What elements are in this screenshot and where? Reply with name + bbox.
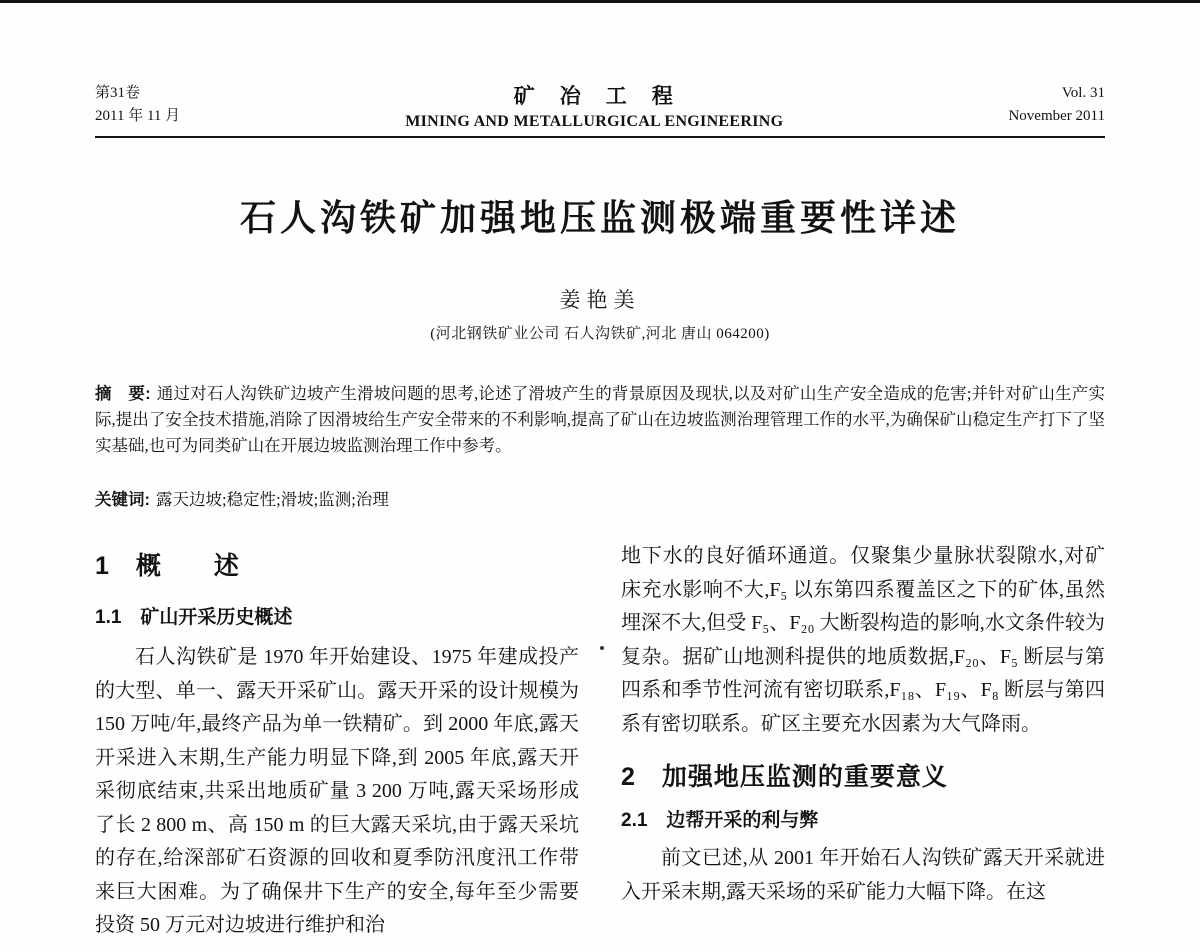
issue-date-cn: 2011 年 11 月 [95,108,181,124]
left-column [95,540,579,943]
header-volume-block-en [1008,82,1105,128]
issue-date-en: November 2011 [1008,108,1105,124]
volume-number-cn: 第31卷 [95,85,141,101]
abstract-block [95,381,1105,459]
author-affiliation: (河北钢铁矿业公司 石人沟铁矿,河北 唐山 064200) [430,326,770,342]
keywords-label: 关键词: [95,491,150,509]
keywords-text: 露天边坡;稳定性;滑坡;监测;治理 [156,490,389,509]
journal-name-block [405,80,783,131]
body-paragraph-continuation: 地下水的良好循环通道。仅聚集少量脉状裂隙水,对矿床充水影响不大,F₅ 以东第四系覆盖区之下的矿体,虽然埋深不大,但受 F₅、F₂₀ 大断裂构造的影响,水文条件较为复杂。据矿山地测科提供的地质数据,F₂₀、F₅ 断层与第四系和季节性河流有密切联系,F₁₈、F₁₉、F₈ 断层与第四系有密切联系。矿区主要充水因素为大气降雨。 [621,545,1105,735]
author-name: 姜艳美 [559,288,641,312]
section-2-heading: 2 加强地压监测的重要意义 [621,763,948,791]
scan-edge-line [0,0,1200,3]
volume-number-en: Vol. 31 [1061,85,1105,101]
abstract-label: 摘 要: [95,385,151,403]
header-divider [95,136,1105,138]
right-column [621,540,1105,909]
journal-name-en: MINING AND METALLURGICAL ENGINEERING [405,113,784,130]
section-1-1-heading: 1.1 矿山开采历史概述 [95,607,293,628]
keywords-block [95,487,1105,513]
article-title: 石人沟铁矿加强地压监测极端重要性详述 [239,197,960,238]
scan-artifact-dot [600,646,604,650]
journal-header [95,82,1105,131]
section-2-1-heading: 2.1 边帮开采的利与弊 [621,810,819,831]
journal-name-cn: 矿 冶 工 程 [513,84,675,108]
body-paragraph: 石人沟铁矿是 1970 年开始建设、1975 年建成投产的大型、单一、露天开采矿山。露天开采的设计规模为 150 万吨/年,最终产品为单一铁精矿。到 2000 年底,露天开采进入末期,生产能力明显下降,到 2005 年底,露天开采彻底结束,共采出地质矿量 3 200 万吨,露天采场形成了长 2 800 m、高 150 m 的巨大露天采坑,由于露天采坑的存在,给深部矿石资源的回收和夏季防汛度汛工作带来巨大困难。为了确保井下生产的安全,每年至少需要投资 50 万元对边坡进行维护和治 [95,646,579,936]
header-volume-block [95,82,180,128]
section-1-heading: 1 概 述 [95,552,240,580]
abstract-text: 通过对石人沟铁矿边坡产生滑坡问题的思考,论述了滑坡产生的背景原因及现状,以及对矿山生产安全造成的危害;并针对矿山生产实际,提出了安全技术措施,消除了因滑坡给生产安全带来的不利影响,提高了矿山在边坡监测治理管理工作的水平,为确保矿山稳定生产打下了坚实基础,也可为同类矿山在开展边坡监测治理工作中参考。 [95,384,1105,455]
body-paragraph: 前文已述,从 2001 年开始石人沟铁矿露天开采就进入开采末期,露天采场的采矿能力大幅下降。在这 [621,847,1105,903]
